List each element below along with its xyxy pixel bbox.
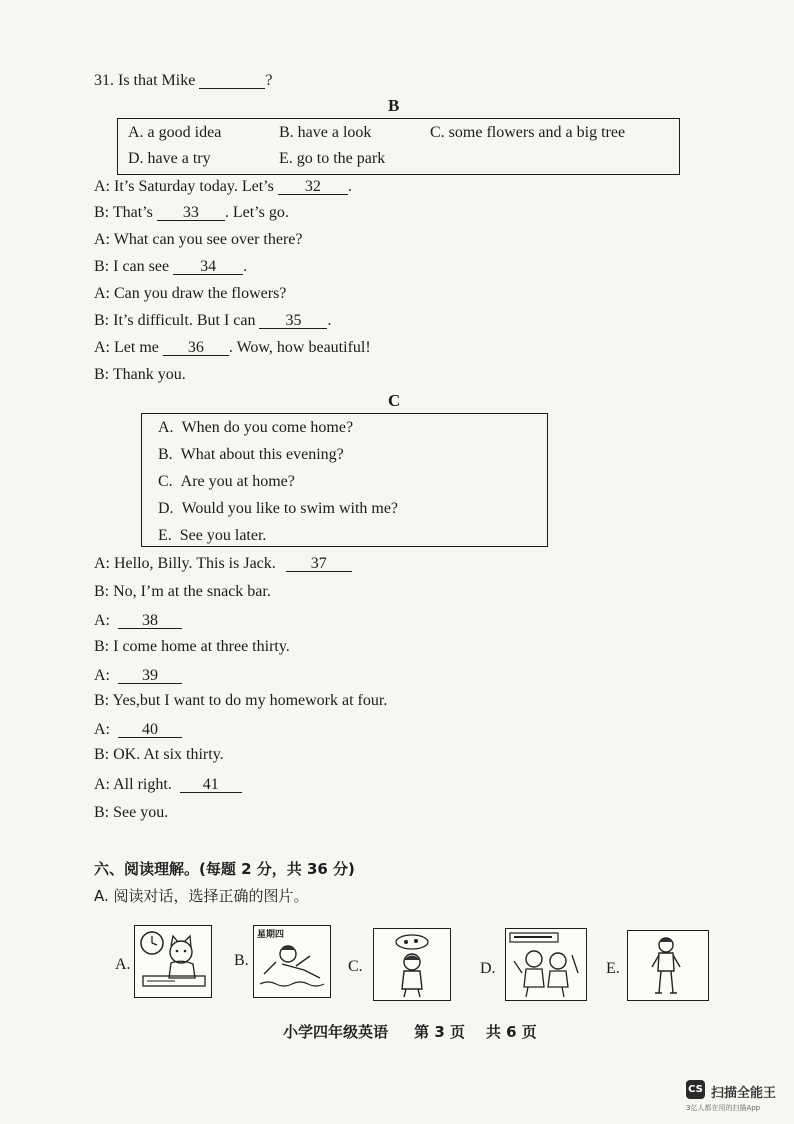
dialogue-c-line-8 [94,746,224,764]
picture-b-caption: 星期四 [257,930,285,940]
answer-blank-32: 32 [278,179,348,195]
line-end: . Let’s go. [224,204,289,221]
answer-blank [199,73,265,89]
picture-b-label: B. [234,952,249,969]
speaker: B: [94,638,110,655]
option-text: When do you come home? [181,419,354,436]
option-letter: B. [158,446,173,463]
option-c-b [158,446,344,464]
question-text: Is that Mike [118,72,196,89]
speaker: B: [94,204,110,221]
dialogue-c-line-3 [94,612,182,630]
speaker: B: [94,583,110,600]
picture-c-label: C. [348,958,363,975]
dialogue-b-line-4 [94,258,247,276]
child-thinking-icon [374,929,450,1000]
option-text: See you later. [179,527,267,544]
clock-cat-desk-icon [135,926,211,997]
line-text: It’s Saturday today. Let’s [114,178,274,195]
option-text: What about this evening? [180,446,344,463]
line-text: OK. At six thirty. [113,746,224,763]
line-text: Thank you. [112,366,186,383]
boy-swimming-icon [254,926,330,997]
speaker: B: [94,258,110,275]
picture-e-label: E. [606,960,620,977]
line-end: . [243,258,248,275]
line-end: . [327,312,332,329]
picture-e [627,930,709,1001]
option-c-e [158,527,266,545]
picture-c [373,928,451,1001]
line-text: See you. [113,804,169,821]
speaker: B: [94,312,110,329]
question-number: 31. [94,72,114,89]
dialogue-b-line-1 [94,178,352,196]
line-end: . Wow, how beautiful! [228,339,371,356]
footer [283,1021,537,1042]
boy-standing-icon [628,931,708,1000]
dialogue-c-line-4 [94,638,290,656]
speaker: B: [94,366,110,383]
option-c-d [158,500,398,518]
speaker: A: [94,667,110,684]
speaker: A: [94,776,110,793]
answer-blank-39: 39 [118,668,182,684]
answer-blank-38: 38 [118,613,182,629]
dialogue-c-line-1 [94,555,352,573]
answer-blank-33: 33 [157,205,225,221]
camscanner-name: 扫描全能王 [711,1086,777,1101]
line-text: Can you draw the flowers? [114,285,287,302]
option-letter: E. [158,527,172,544]
line-text: I come home at three thirty. [113,638,290,655]
dialogue-c-line-10 [94,804,168,822]
option-text: Are you at home? [180,473,295,490]
answer-blank-35: 35 [259,313,327,329]
speaker: A: [94,178,110,195]
dialogue-c-line-5 [94,667,182,685]
question-end: ? [265,72,273,89]
dialogue-c-line-9 [94,776,242,794]
speaker: B: [94,804,110,821]
dialogue-b-line-8 [94,366,186,384]
line-text: No, I’m at the snack bar. [113,583,271,600]
dialogue-b-line-2 [94,204,289,222]
answer-blank-34: 34 [173,259,243,275]
speaker: A: [94,285,110,302]
speaker: B: [94,692,110,709]
answer-blank-37: 37 [286,556,352,572]
picture-d [505,928,587,1001]
line-text: It’s difficult. But I can [113,312,256,329]
answer-blank-36: 36 [163,340,229,356]
two-kids-snack-icon [506,929,586,1000]
footer-page: 第 3 页 [414,1023,466,1041]
line-text: Hello, Billy. This is Jack. [114,555,276,572]
camscanner-tagline: 3亿人都在用的扫描App [686,1104,761,1112]
speaker: A: [94,339,110,356]
option-b-d: D. have a try [128,150,211,167]
section-b-title: B [388,96,400,115]
option-b-b: B. have a look [279,124,372,141]
speaker: A: [94,555,110,572]
section-c-title: C [388,391,401,410]
line-text: Yes,but I want to do my homework at four. [112,692,388,709]
option-c-c [158,473,295,491]
option-b-c: C. some flowers and a big tree [430,124,626,141]
camscanner-logo-icon: CS [686,1080,705,1099]
speaker: B: [94,746,110,763]
picture-a [134,925,212,998]
question-31 [94,72,272,90]
option-letter: C. [158,473,173,490]
line-text: What can you see over there? [113,231,303,248]
option-letter: A. [158,419,174,436]
answer-blank-41: 41 [180,777,242,793]
line-text: Let me [114,339,159,356]
answer-blank-40: 40 [118,722,182,738]
picture-a-label: A. [115,956,131,973]
picture-b [253,925,331,998]
footer-total: 共 6 页 [485,1023,537,1041]
option-letter: D. [158,500,174,517]
section-6-subheading: A. 阅读对话，选择正确的图片。 [94,887,309,905]
speaker: A: [94,231,110,248]
dialogue-b-line-5 [94,285,286,303]
speaker: A: [94,721,110,738]
option-b-e: E. go to the park [279,150,386,167]
dialogue-b-line-6 [94,312,331,330]
dialogue-b-line-7 [94,339,371,357]
dialogue-c-line-6 [94,692,387,710]
line-text: I can see [113,258,170,275]
dialogue-c-line-2 [94,583,271,601]
option-b-a: A. a good idea [128,124,222,141]
dialogue-c-line-7 [94,721,182,739]
option-c-a [158,419,353,437]
option-text: Would you like to swim with me? [181,500,399,517]
section-6-heading: 六、阅读理解。(每题 2 分，共 36 分) [94,860,355,878]
line-text: All right. [113,776,172,793]
dialogue-b-line-3 [94,231,303,249]
speaker: A: [94,612,110,629]
picture-d-label: D. [480,960,496,977]
footer-course: 小学四年级英语 [283,1023,389,1041]
line-text: That’s [112,204,153,221]
line-end: . [347,178,352,195]
